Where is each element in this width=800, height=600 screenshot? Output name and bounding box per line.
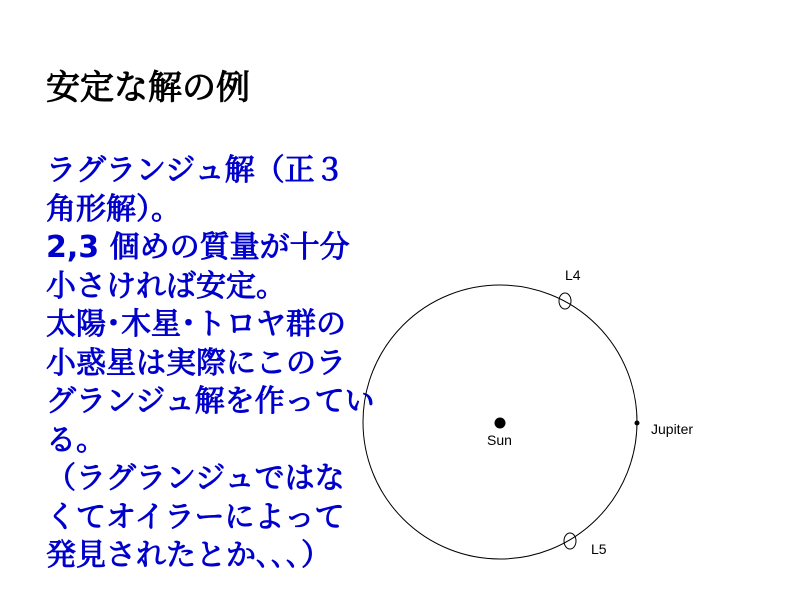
body-line: 小惑星は実際にこのラ [46, 345, 346, 381]
l4-label: L4 [565, 267, 581, 283]
body-line: 2,3 個めの質量が十分 [46, 230, 350, 265]
body-line: 発見されたとか､､､） [46, 538, 331, 573]
jupiter-label: Jupiter [651, 421, 694, 437]
slide-title: 安定な解の例 [46, 68, 250, 108]
body-line: ラグランジュ解（正３ [46, 153, 345, 188]
body-line: 小さければ安定。 [46, 268, 286, 304]
l5-trojan-region [564, 533, 576, 549]
l5-label: L5 [591, 541, 607, 557]
body-line: くてオイラーによって [46, 499, 345, 535]
sun-dot [495, 418, 506, 429]
body-line: 太陽･木星･トロヤ群の [46, 307, 346, 342]
body-line: グランジュ解を作ってい [46, 384, 375, 419]
sun-label: Sun [487, 432, 512, 448]
body-line: （ラグランジュではな [46, 461, 345, 496]
body-line: る。 [46, 422, 106, 458]
body-line: 角形解）。 [46, 191, 181, 227]
jupiter-dot [635, 421, 640, 426]
